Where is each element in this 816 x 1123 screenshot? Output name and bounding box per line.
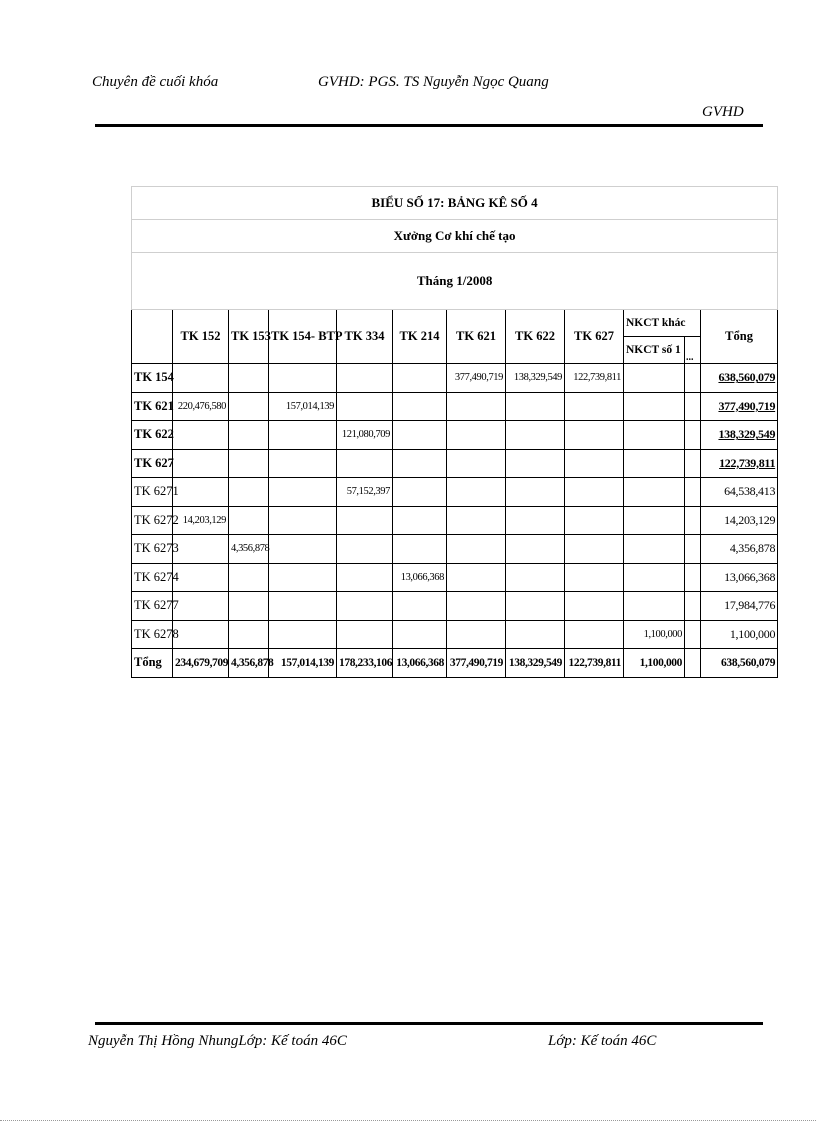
row-total: 638,560,079 [701, 364, 778, 393]
table-row [132, 392, 778, 421]
cell [506, 392, 565, 421]
cell [229, 421, 269, 450]
row-label: TK 6271 [132, 478, 173, 507]
column-header: TK 214 [393, 310, 447, 364]
cell [565, 563, 624, 592]
table-row [132, 563, 778, 592]
cell [393, 478, 447, 507]
cell [447, 563, 506, 592]
sum-cell: 138,329,549 [506, 649, 565, 678]
cell [624, 364, 685, 393]
cell [393, 421, 447, 450]
cell [685, 478, 701, 507]
column-header: TK 334 [337, 310, 393, 364]
cell [624, 592, 685, 621]
cell [229, 620, 269, 649]
cell [173, 421, 229, 450]
cell: 4,356,878 [229, 535, 269, 564]
cell [229, 478, 269, 507]
cell [269, 620, 337, 649]
row-label: TK 154 [132, 364, 173, 393]
column-header: TK 153 [229, 310, 269, 364]
cell [269, 563, 337, 592]
cell [624, 392, 685, 421]
column-header: TK 621 [447, 310, 506, 364]
table-row [132, 364, 778, 393]
cell [506, 478, 565, 507]
cell [685, 535, 701, 564]
cell [565, 620, 624, 649]
cell [269, 592, 337, 621]
cell [337, 506, 393, 535]
cell: 157,014,139 [269, 392, 337, 421]
header-rule [95, 124, 763, 127]
sum-cell: 122,739,811 [565, 649, 624, 678]
row-total: 17,984,776 [701, 592, 778, 621]
table-row [132, 449, 778, 478]
cell [565, 592, 624, 621]
cell: 138,329,549 [506, 364, 565, 393]
cell [393, 506, 447, 535]
cell: 122,739,811 [565, 364, 624, 393]
cell [685, 449, 701, 478]
cell [393, 592, 447, 621]
cell [565, 449, 624, 478]
sum-row [132, 649, 778, 678]
grand-total: 638,560,079 [701, 649, 778, 678]
cell [173, 535, 229, 564]
cell [447, 392, 506, 421]
table-row [132, 478, 778, 507]
cell [565, 506, 624, 535]
cell [447, 535, 506, 564]
cell [337, 620, 393, 649]
row-label: TK 6278 [132, 620, 173, 649]
cell [565, 478, 624, 507]
cell: 57,152,397 [337, 478, 393, 507]
column-header-nkct-group: NKCT khác [624, 310, 701, 337]
cell [506, 506, 565, 535]
cell [229, 364, 269, 393]
cell [685, 620, 701, 649]
row-label: TK 627 [132, 449, 173, 478]
row-label: TK 6272 [132, 506, 173, 535]
sum-cell: 178,233,106 [337, 649, 393, 678]
cell [447, 449, 506, 478]
cell [447, 506, 506, 535]
header-supervisor: GVHD: PGS. TS Nguyễn Ngọc Quang [318, 74, 549, 90]
header-corner [132, 310, 173, 364]
cell [173, 364, 229, 393]
cell [565, 392, 624, 421]
cell [337, 535, 393, 564]
row-total: 138,329,549 [701, 421, 778, 450]
sum-cell: 1,100,000 [624, 649, 685, 678]
cell [624, 535, 685, 564]
cell [229, 449, 269, 478]
row-total: 4,356,878 [701, 535, 778, 564]
cell [173, 478, 229, 507]
cell [173, 449, 229, 478]
row-label: TK 6277 [132, 592, 173, 621]
cell [685, 364, 701, 393]
sum-cell: 4,356,878 [229, 649, 269, 678]
cell [269, 449, 337, 478]
cell [506, 592, 565, 621]
cell: 13,066,368 [393, 563, 447, 592]
cell [269, 506, 337, 535]
sum-cell [685, 649, 701, 678]
ledger-table [131, 186, 778, 678]
cell [624, 478, 685, 507]
cell [624, 506, 685, 535]
sum-row-label: Tổng [132, 649, 173, 678]
cell [685, 563, 701, 592]
cell [506, 620, 565, 649]
row-total: 14,203,129 [701, 506, 778, 535]
sum-cell: 157,014,139 [269, 649, 337, 678]
column-header-total: Tổng [701, 310, 778, 364]
sum-cell: 234,679,709 [173, 649, 229, 678]
header-gvhd: GVHD [702, 104, 744, 120]
table-row [132, 535, 778, 564]
cell: 220,476,580 [173, 392, 229, 421]
row-total: 377,490,719 [701, 392, 778, 421]
cell [173, 620, 229, 649]
cell [173, 592, 229, 621]
cell [393, 392, 447, 421]
row-label: TK 6273 [132, 535, 173, 564]
cell: 377,490,719 [447, 364, 506, 393]
sum-cell: 377,490,719 [447, 649, 506, 678]
column-header: TK 154- BTP [269, 310, 337, 364]
table-row [132, 421, 778, 450]
cell [685, 506, 701, 535]
table-row [132, 592, 778, 621]
cell [685, 592, 701, 621]
header-course-title: Chuyên đề cuối khóa [92, 74, 219, 90]
table-subtitle: Xưởng Cơ khí chế tạo [132, 220, 778, 253]
cell [624, 421, 685, 450]
cell [506, 421, 565, 450]
row-total: 64,538,413 [701, 478, 778, 507]
row-label: TK 621 [132, 392, 173, 421]
row-total: 13,066,368 [701, 563, 778, 592]
table-row [132, 506, 778, 535]
column-header-nkct-more: ... [685, 337, 701, 364]
cell [506, 563, 565, 592]
sum-cell: 13,066,368 [393, 649, 447, 678]
footer-author: Nguyễn Thị Hồng NhungLớp: Kế toán 46C [88, 1033, 347, 1049]
column-header-nkct-1: NKCT số 1 [624, 337, 685, 364]
row-total: 1,100,000 [701, 620, 778, 649]
cell [624, 563, 685, 592]
cell [447, 421, 506, 450]
cell [447, 478, 506, 507]
cell [393, 535, 447, 564]
cell [624, 449, 685, 478]
row-label: TK 622 [132, 421, 173, 450]
cell [229, 592, 269, 621]
table-period: Tháng 1/2008 [132, 253, 778, 310]
cell [565, 535, 624, 564]
cell [685, 392, 701, 421]
cell [173, 563, 229, 592]
cell [269, 421, 337, 450]
cell: 14,203,129 [173, 506, 229, 535]
table-title: BIỂU SỐ 17: BẢNG KÊ SỐ 4 [132, 187, 778, 220]
footer-class: Lớp: Kế toán 46C [548, 1033, 657, 1049]
column-header: TK 622 [506, 310, 565, 364]
cell [393, 620, 447, 649]
cell [393, 364, 447, 393]
cell [229, 563, 269, 592]
cell [269, 535, 337, 564]
cell [337, 563, 393, 592]
cell [337, 592, 393, 621]
row-label: TK 6274 [132, 563, 173, 592]
footer-rule [95, 1022, 763, 1025]
cell [506, 449, 565, 478]
page-bottom-border [0, 1120, 816, 1121]
cell [393, 449, 447, 478]
cell [447, 592, 506, 621]
cell [685, 421, 701, 450]
cell [506, 535, 565, 564]
cell [337, 392, 393, 421]
cell [229, 506, 269, 535]
row-total: 122,739,811 [701, 449, 778, 478]
cell [447, 620, 506, 649]
cell [337, 364, 393, 393]
column-header: TK 627 [565, 310, 624, 364]
cell: 121,080,709 [337, 421, 393, 450]
table-row [132, 620, 778, 649]
cell [565, 421, 624, 450]
cell [269, 364, 337, 393]
cell [337, 449, 393, 478]
cell [269, 478, 337, 507]
cell [229, 392, 269, 421]
cell: 1,100,000 [624, 620, 685, 649]
column-header: TK 152 [173, 310, 229, 364]
